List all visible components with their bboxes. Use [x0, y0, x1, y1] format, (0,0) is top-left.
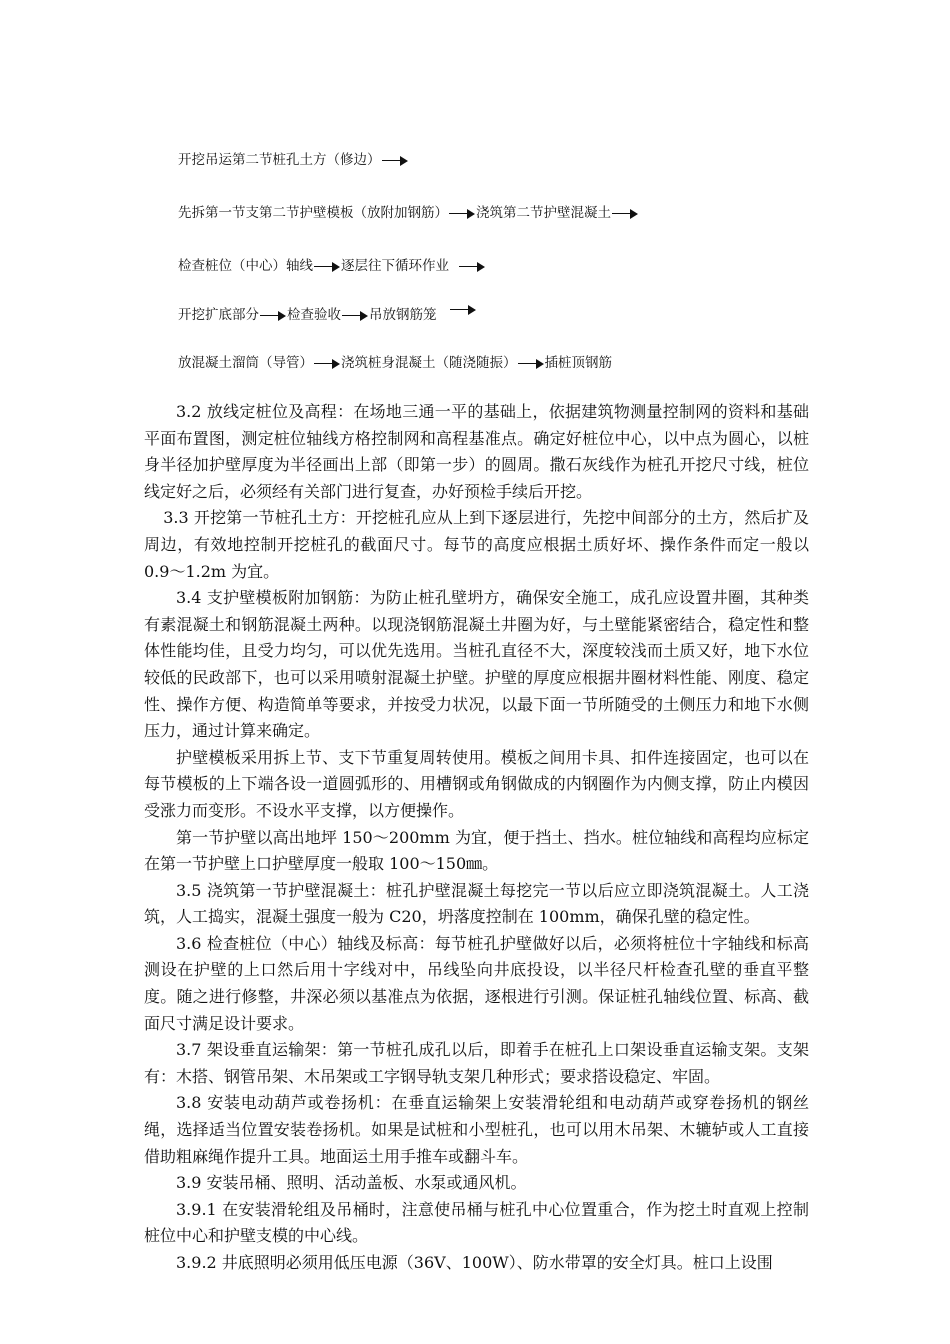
paragraph-3-9: 3.9 安装吊桶、照明、活动盖板、水泵或通风机。 [176, 1173, 527, 1193]
paragraph-3-3: 3.3 开挖第一节桩孔土方：开挖桩孔应从上到下逐层进行，先挖中间部分的土方，然后扩及周边，有效地控制开挖桩孔的截面尺寸。每节的高度应根据土质好坏、操作条件而定一般以 0.9～1.2m 为宜。 [144, 508, 809, 581]
paragraph-3-9-2: 3.9.2 井底照明必须用低压电源（36V、100W）、防水带罩的安全灯具。桩口上设围 [176, 1253, 773, 1272]
flow-step-2 [178, 203, 639, 223]
paragraph-3-4: 3.4 支护壁模板附加钢筋：为防止桩孔壁坍方，确保安全施工，成孔应设置井圈，其种类有素混凝土和钢筋混凝土两种。以现浇钢筋混凝土井圈为好，与土壁能紧密结合，稳定性和整体性能均佳，且受力均匀，可以优先选用。当桩孔直径不大，深度较浅而土质又好，地下水位较低的民政部下，也可以采用喷射混凝土护壁。护壁的厚度应根据井圈材料性能、刚度、稳定性、操作方便、构造简单等要求，并按受力状况，以最下面一节所随受的土侧压力和地下水侧压力，通过计算来确定。 [144, 588, 809, 741]
paragraph-3-2: 3.2 放线定桩位及高程：在场地三通一平的基础上，依据建筑物测量控制网的资料和基础平面布置图，测定桩位轴线方格控制网和高程基准点。确定好桩位中心，以中点为圆心，以桩身半径加护壁厚度为半径画出上部（即第一步）的圆周。撒石灰线作为桩孔开挖尺寸线，桩位线定好之后，必须经有关部门进行复查，办好预检手续后开挖。 [144, 402, 809, 501]
arrow-right-icon [449, 208, 475, 220]
paragraph-first-section: 第一节护壁以高出地坪 150～200mm 为宜，便于挡土、挡水。桩位轴线和高程均应标定在第一节护壁上口护壁厚度一般取 100～150㎜。 [144, 827, 809, 874]
flow-step-1 [178, 150, 409, 170]
arrow-right-icon [450, 304, 476, 316]
flow-text: 吊放钢筋笼 [369, 307, 437, 323]
arrow-right-icon [459, 261, 485, 273]
arrow-right-icon [382, 155, 408, 167]
flow-text: 检查桩位（中心）轴线 [178, 258, 313, 274]
arrow-right-icon [314, 358, 340, 370]
arrow-right-icon [612, 208, 638, 220]
paragraph-3-5: 3.5 浇筑第一节护壁混凝土：桩孔护壁混凝土每挖完一节以后应立即浇筑混凝土。人工浇筑，人工捣实，混凝土强度一般为 C20，坍落度控制在 100mm，确保孔壁的稳定性。 [144, 880, 809, 927]
flow-text: 浇筑第二节护壁混凝土 [476, 205, 611, 221]
flow-text: 先拆第一节支第二节护壁模板（放附加钢筋） [178, 205, 448, 221]
arrow-right-icon [518, 358, 544, 370]
paragraph-3-6: 3.6 检查桩位（中心）轴线及标高：每节桩孔护壁做好以后，必须将桩位十字轴线和标高测设在护壁的上口然后用十字线对中，吊线坠向井底投设，以半径尺杆检查孔壁的垂直平整度。随之进行修整，井深必须以基准点为依据，逐根进行引测。保证桩孔轴线位置、标高、截面尺寸满足设计要求。 [144, 933, 809, 1033]
flow-step-4 [178, 305, 477, 325]
document-body [144, 399, 809, 1277]
arrow-right-icon [314, 261, 340, 273]
flow-text: 放混凝土溜筒（导管） [178, 355, 313, 371]
paragraph-3-7: 3.7 架设垂直运输架：第一节桩孔成孔以后，即着手在桩孔上口架设垂直运输支架。支架有：木搭、钢管吊架、木吊架或工字钢导轨支架几种形式；要求搭设稳定、牢固。 [144, 1040, 809, 1086]
flow-text: 检查验收 [287, 307, 341, 323]
flow-text: 逐层往下循环作业 [341, 258, 449, 274]
flow-text: 浇筑桩身混凝土（随浇随振） [341, 355, 517, 371]
flow-text: 开挖吊运第二节桩孔土方（修边） [178, 152, 381, 168]
paragraph-formwork: 护壁模板采用拆上节、支下节重复周转使用。模板之间用卡具、扣件连接固定，也可以在每节模板的上下端各设一道圆弧形的、用槽钢或角钢做成的内钢圈作为内侧支撑，防止内模因受涨力而变形。不设水平支撑，以方便操作。 [144, 747, 809, 820]
arrow-right-icon [260, 310, 286, 322]
flow-text: 开挖扩底部分 [178, 307, 259, 323]
paragraph-3-9-1: 3.9.1 在安装滑轮组及吊桶时，注意使吊桶与桩孔中心位置重合，作为挖土时直观上控制桩位中心和护壁支模的中心线。 [144, 1199, 809, 1246]
flow-step-5 [178, 353, 612, 373]
paragraph-3-8: 3.8 安装电动葫芦或卷扬机：在垂直运输架上安装滑轮组和电动葫芦或穿卷扬机的钢丝绳，选择适当位置安装卷扬机。如果是试桩和小型桩孔，也可以用木吊架、木辘轳或人工直接借助粗麻绳作提升工具。地面运土用手推车或翻斗车。 [144, 1093, 809, 1166]
flow-text: 插桩顶钢筋 [544, 355, 612, 371]
flow-step-3 [178, 256, 486, 276]
arrow-right-icon [342, 310, 368, 322]
